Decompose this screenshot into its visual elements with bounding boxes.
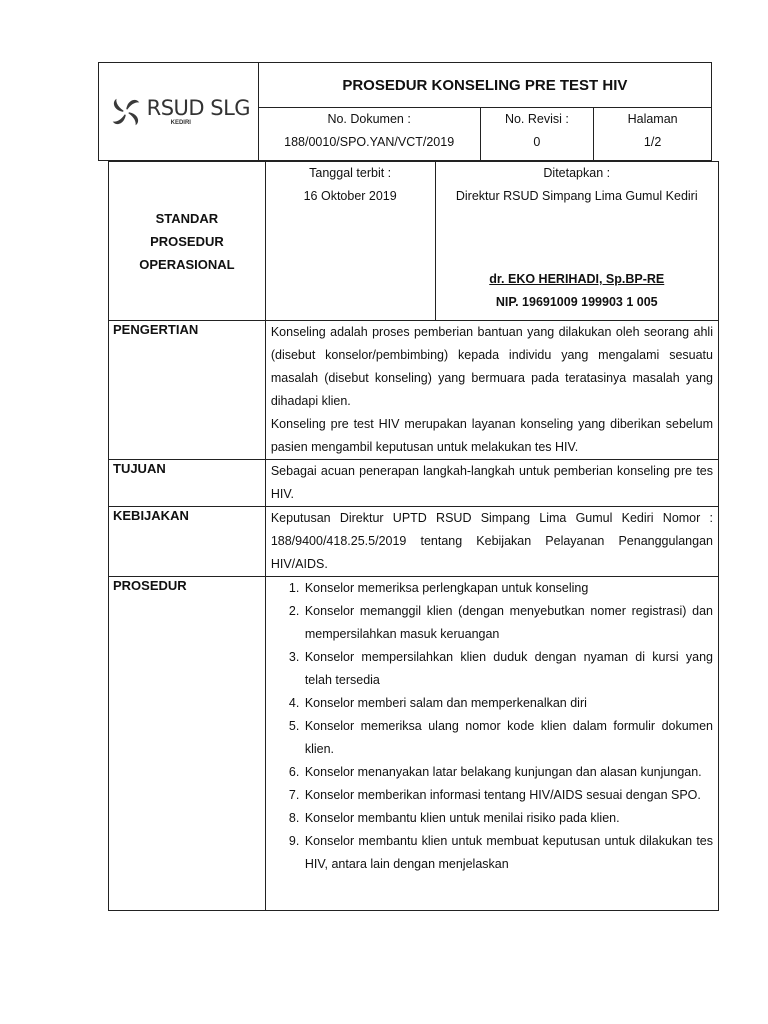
logo-text: RSUD SLG <box>146 95 251 120</box>
prosedur-label: PROSEDUR <box>109 577 266 911</box>
list-item: 2. Konselor memanggil klien (dengan menyebutkan nomer registrasi) dan mempersilahkan masuk keruangan <box>303 600 713 646</box>
document-number-label: No. Dokumen : <box>327 112 411 126</box>
pengertian-paragraph-2: Konseling pre test HIV merupakan layanan konseling yang diberikan sebelum pasien mengambil keputusan untuk melakukan tes HIV. <box>270 417 713 454</box>
list-item: 9. Konselor membantu klien untuk membuat keputusan untuk dilakukan tes HIV, antara lain dengan menjelaskan <box>303 830 713 876</box>
signer-nip: NIP. 19691009 199903 1 005 <box>495 295 658 309</box>
list-item: 7. Konselor memberikan informasi tentang HIV/AIDS sesuai dengan SPO. <box>303 784 713 807</box>
sop-label-prosedur: PROSEDUR <box>150 233 224 249</box>
approver-title: Direktur RSUD Simpang Lima Gumul Kediri <box>455 189 698 203</box>
pinwheel-logo-icon <box>107 93 145 131</box>
logo-cell <box>99 63 259 161</box>
page-cell <box>594 108 712 161</box>
revision-label: No. Revisi : <box>504 112 569 126</box>
kebijakan-label: KEBIJAKAN <box>109 507 266 577</box>
revision-value: 0 <box>533 135 541 149</box>
prosedur-steps-list <box>271 577 713 876</box>
issue-date-value: 16 Oktober 2019 <box>303 189 397 203</box>
tujuan-content: Sebagai acuan penerapan langkah-langkah untuk pemberian konseling pre tes HIV. <box>265 460 718 507</box>
pengertian-paragraph-1: Konseling adalah proses pemberian bantuan yang dilakukan oleh seorang ahli (disebut konselor/pembimbing) kepada individu yang mengalami sesuatu masalah (disebut konseling) yang bermuara pada teratasinya masalah yang dihadapi klien. <box>270 325 713 408</box>
sop-table <box>108 161 719 911</box>
list-item: 3. Konselor mempersilahkan klien duduk dengan nyaman di kursi yang telah tersedia <box>303 646 713 692</box>
page-label: Halaman <box>627 112 678 126</box>
sop-label-standar: STANDAR <box>155 210 219 226</box>
document-title: PROSEDUR KONSELING PRE TEST HIV <box>258 63 711 108</box>
revision-cell <box>480 108 594 161</box>
signer-name: dr. EKO HERIHADI, Sp.BP-RE <box>489 272 665 286</box>
page-value: 1/2 <box>643 135 662 149</box>
sop-label-operasional: OPERASIONAL <box>139 256 235 272</box>
list-item: 1. Konselor memeriksa perlengkapan untuk konseling <box>303 577 713 600</box>
hospital-logo <box>99 93 258 131</box>
list-item: 8. Konselor membantu klien untuk menilai risiko pada klien. <box>303 807 713 830</box>
list-item: 6. Konselor menanyakan latar belakang kunjungan dan alasan kunjungan. <box>303 761 713 784</box>
tujuan-label: TUJUAN <box>109 460 266 507</box>
sop-label-cell <box>109 162 266 321</box>
logo-subtext: KEDIRI <box>170 119 191 126</box>
approval-label: Ditetapkan : <box>543 166 611 180</box>
document-number-cell <box>258 108 480 161</box>
document-number-value: 188/0010/SPO.YAN/VCT/2019 <box>284 135 455 149</box>
pengertian-label: PENGERTIAN <box>109 321 266 460</box>
kebijakan-content: Keputusan Direktur UPTD RSUD Simpang Lima Gumul Kediri Nomor : 188/9400/418.25.5/2019 tentang Kebijakan Pelayanan Penanggulangan HIV/AIDS. <box>265 507 718 577</box>
document-header <box>98 62 712 161</box>
list-item: 5. Konselor memeriksa ulang nomor kode klien dalam formulir dokumen klien. <box>303 715 713 761</box>
issue-date-cell <box>265 162 435 321</box>
approval-cell <box>435 162 719 321</box>
pengertian-content <box>265 321 718 460</box>
prosedur-content <box>265 577 718 911</box>
list-item: 4. Konselor memberi salam dan memperkenalkan diri <box>303 692 713 715</box>
issue-date-label: Tanggal terbit : <box>309 166 392 180</box>
